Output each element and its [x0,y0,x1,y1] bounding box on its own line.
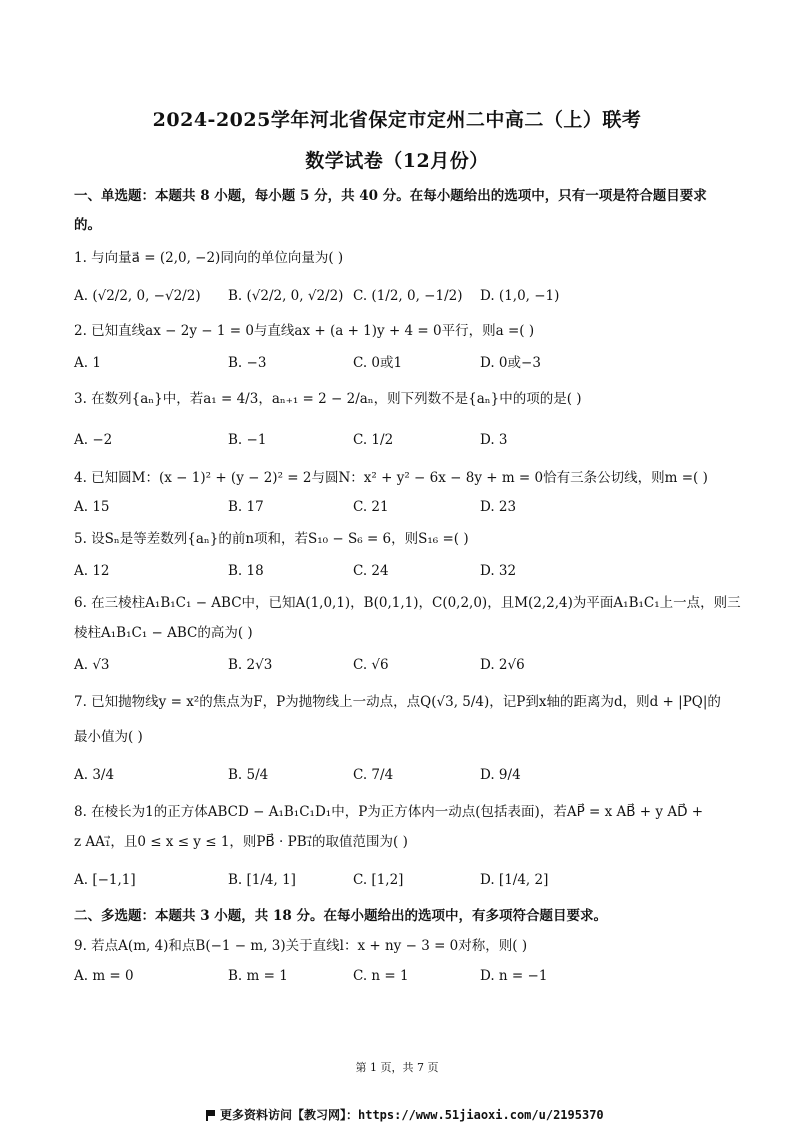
exam-title: 2024-2025学年河北省保定市定州二中高二（上）联考 [152,109,642,131]
q3-option-a: A. −2 [74,432,113,448]
q6-option-a: A. √3 [74,657,110,673]
q8-option-d: D. [1/4, 2] [480,872,549,888]
q8-option-c: C. [1,2] [353,872,404,888]
q5-option-c: C. 24 [353,563,389,579]
q3-option-c: C. 1/2 [353,432,394,448]
q6-option-d: D. 2√6 [480,657,525,673]
q6-option-c: C. √6 [353,657,389,673]
q7-option-b: B. 5/4 [228,767,269,783]
question-7-cont: 最小值为( ) [74,729,143,745]
question-3: 3. 在数列{aₙ}中，若a₁ = 4/3，aₙ₊₁ = 2 − 2/aₙ，则下列数不是{aₙ}中的项的是( ) [74,391,582,407]
page-footer: 第 1 页，共 7 页 [355,1061,439,1074]
q4-option-b: B. 17 [228,499,264,515]
section1-heading-cont: 的。 [74,217,101,233]
q8-option-a: A. [−1,1] [74,872,136,888]
q9-option-a: A. m = 0 [74,968,134,984]
question-2: 2. 已知直线ax − 2y − 1 = 0与直线ax + (a + 1)y + 4 = 0平行，则a =( ) [74,323,535,339]
section1-heading: 一、单选题：本题共 8 小题，每小题 5 分，共 40 分。在每小题给出的选项中，只有一项是符合题目要求 [74,188,707,204]
q8-option-b: B. [1/4, 1] [228,872,296,888]
q1-option-d: D. (1,0, −1) [480,288,560,304]
question-8: 8. 在棱长为1的正方体ABCD − A₁B₁C₁D₁中，P为正方体内一动点(包括表面)，若AP⃗ = x AB⃗ + y AD⃗ + [74,804,704,820]
question-7: 7. 已知抛物线y = x²的焦点为F，P为抛物线上一动点，点Q(√3, 5/4)，记P到x轴的距离为d，则d + |PQ|的 [74,694,721,710]
q7-option-d: D. 9/4 [480,767,521,783]
question-6: 6. 在三棱柱A₁B₁C₁ − ABC中，已知A(1,0,1)，B(0,1,1)，C(0,2,0)，且M(2,2,4)为平面A₁B₁C₁上一点，则三 [74,595,741,611]
q2-option-b: B. −3 [228,355,267,371]
q4-option-c: C. 21 [353,499,389,515]
q9-option-b: B. m = 1 [228,968,288,984]
section2-heading: 二、多选题：本题共 3 小题，共 18 分。在每小题给出的选项中，有多项符合题目要求。 [74,908,607,924]
question-6-cont: 棱柱A₁B₁C₁ − ABC的高为( ) [74,625,253,641]
promo-banner[interactable] [206,1106,604,1123]
q2-option-d: D. 0或−3 [480,355,541,371]
q7-option-a: A. 3/4 [74,767,115,783]
promo-text: 更多资料访问【教习网】：https://www.51jiaoxi.com/u/2195370 [220,1108,604,1122]
q1-option-a: A. (√2/2, 0, −√2/2) [74,288,201,304]
question-8-cont: z AA₁⃗，且0 ≤ x ≤ y ≤ 1，则PB⃗ · PB₁⃗的取值范围为( ) [74,834,408,850]
q4-option-a: A. 15 [74,499,110,515]
q9-option-d: D. n = −1 [480,968,548,984]
q5-option-b: B. 18 [228,563,264,579]
flag-icon [206,1110,216,1120]
q1-option-c: C. (1/2, 0, −1/2) [353,288,463,304]
q2-option-a: A. 1 [74,355,101,371]
question-4: 4. 已知圆M：(x − 1)² + (y − 2)² = 2与圆N：x² + y² − 6x − 8y + m = 0恰有三条公切线，则m =( ) [74,470,708,486]
exam-subtitle: 数学试卷（12月份） [305,150,489,172]
question-9: 9. 若点A(m, 4)和点B(−1 − m, 3)关于直线l：x + ny − 3 = 0对称，则( ) [74,938,528,954]
q4-option-d: D. 23 [480,499,517,515]
question-1: 1. 与向量a⃗ = (2,0, −2)同向的单位向量为( ) [74,250,344,266]
q7-option-c: C. 7/4 [353,767,394,783]
q5-option-a: A. 12 [74,563,110,579]
q3-option-b: B. −1 [228,432,267,448]
q9-option-c: C. n = 1 [353,968,409,984]
q5-option-d: D. 32 [480,563,517,579]
q3-option-d: D. 3 [480,432,508,448]
q2-option-c: C. 0或1 [353,355,403,371]
q1-option-b: B. (√2/2, 0, √2/2) [228,288,344,304]
question-5: 5. 设Sₙ是等差数列{aₙ}的前n项和，若S₁₀ − S₆ = 6，则S₁₆ =( ) [74,531,469,547]
q6-option-b: B. 2√3 [228,657,273,673]
